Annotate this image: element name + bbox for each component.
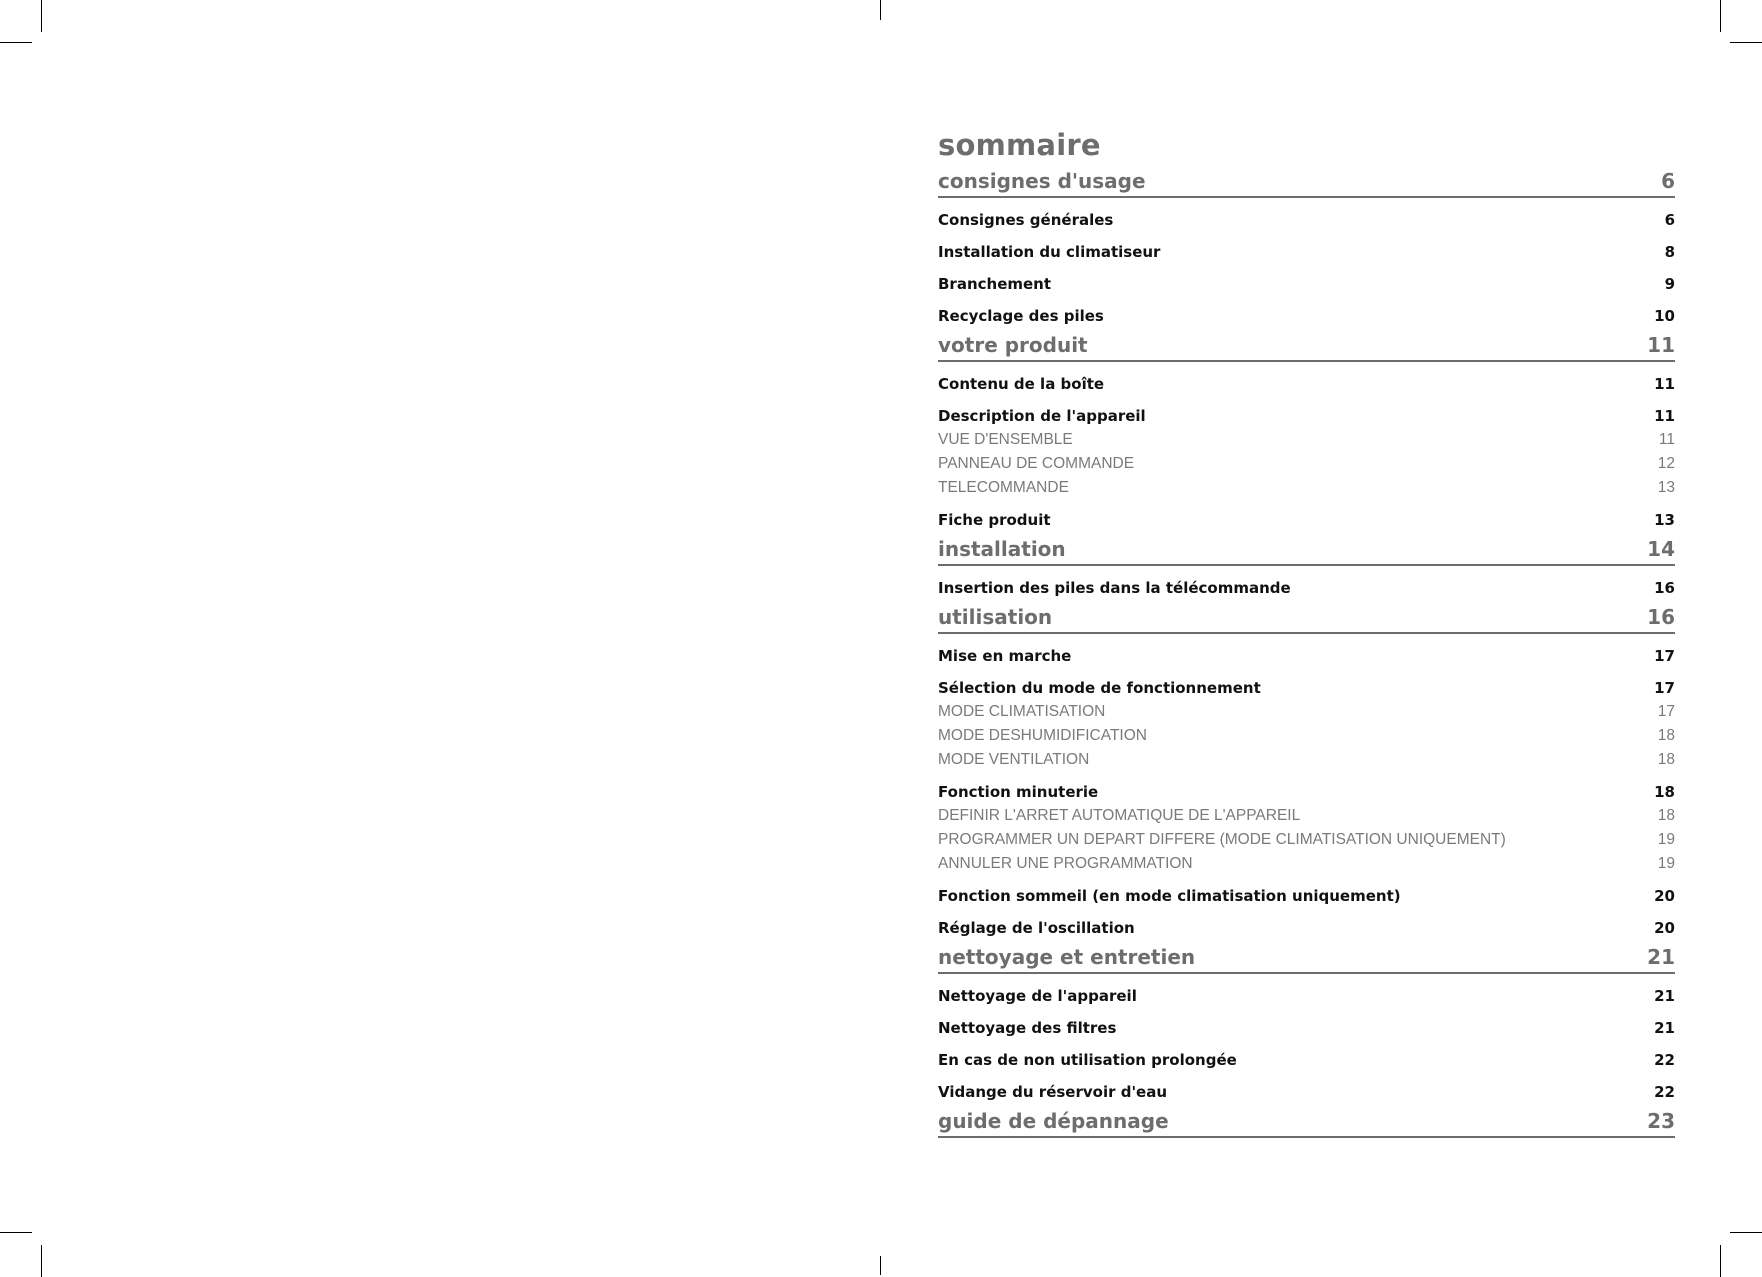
toc-entry-page-number: 13: [1654, 511, 1675, 529]
toc-entry[interactable]: [938, 272, 1675, 296]
toc-entry[interactable]: [938, 916, 1675, 940]
toc-section-heading-label: nettoyage et entretien: [938, 945, 1196, 969]
toc-section-heading-page-number: 23: [1647, 1109, 1675, 1133]
toc-subentry-page-number: 19: [1657, 831, 1675, 848]
toc-entry-page-number: 22: [1654, 1083, 1675, 1101]
toc-entry[interactable]: [938, 676, 1675, 700]
toc-entry-page-number: 22: [1654, 1051, 1675, 1069]
toc-entry-page-number: 20: [1654, 887, 1675, 905]
toc-entry-page-number: 8: [1664, 243, 1675, 261]
crop-mark: [1720, 0, 1721, 32]
toc-section-heading-label: utilisation: [938, 605, 1053, 629]
toc-subentry-label: VUE D'ENSEMBLE: [938, 431, 1073, 448]
toc-entry[interactable]: [938, 304, 1675, 328]
toc-entry-label: Recyclage des piles: [938, 307, 1104, 325]
toc-entry[interactable]: [938, 1016, 1675, 1040]
toc-entry[interactable]: [938, 576, 1675, 600]
crop-mark: [880, 0, 881, 20]
toc-entry[interactable]: [938, 208, 1675, 232]
toc-subentry-page-number: 18: [1657, 807, 1675, 824]
toc-entry-page-number: 20: [1654, 919, 1675, 937]
toc-section-heading[interactable]: [938, 600, 1675, 634]
toc-section-heading-page-number: 21: [1647, 945, 1675, 969]
toc-subentry[interactable]: [938, 828, 1675, 852]
toc-subentry-page-number: 18: [1657, 727, 1675, 744]
toc-section-heading[interactable]: [938, 164, 1675, 198]
toc-entry-label: Fonction sommeil (en mode climatisation uniquement): [938, 887, 1401, 905]
toc-entry-label: Branchement: [938, 275, 1052, 293]
toc-subentry-label: PANNEAU DE COMMANDE: [938, 455, 1135, 472]
toc-entry-label: En cas de non utilisation prolongée: [938, 1051, 1237, 1069]
toc-subentry-label: MODE DESHUMIDIFICATION: [938, 727, 1147, 744]
toc-entry-label: Consignes générales: [938, 211, 1114, 229]
crop-mark: [1720, 1245, 1721, 1277]
toc-subentry-label: MODE CLIMATISATION: [938, 703, 1106, 720]
toc-entry[interactable]: [938, 240, 1675, 264]
toc-body: [938, 164, 1675, 1138]
toc-entry-page-number: 6: [1664, 211, 1675, 229]
crop-mark: [880, 1256, 881, 1275]
toc-entry-page-number: 9: [1664, 275, 1675, 293]
toc-section-heading-label: guide de dépannage: [938, 1109, 1169, 1133]
toc-subentry-page-number: 13: [1657, 479, 1675, 496]
toc-entry[interactable]: [938, 372, 1675, 396]
toc-entry-page-number: 11: [1654, 375, 1675, 393]
table-of-contents: [938, 126, 1675, 1138]
toc-entry[interactable]: [938, 1048, 1675, 1072]
toc-entry[interactable]: [938, 884, 1675, 908]
toc-subentry-page-number: 19: [1657, 855, 1675, 872]
toc-section-heading[interactable]: [938, 940, 1675, 974]
toc-subentry-page-number: 18: [1657, 751, 1675, 768]
toc-entry-label: Sélection du mode de fonctionnement: [938, 679, 1261, 697]
toc-entry-label: Fiche produit: [938, 511, 1051, 529]
toc-subentry[interactable]: [938, 724, 1675, 748]
toc-entry-page-number: 17: [1654, 679, 1675, 697]
toc-entry[interactable]: [938, 780, 1675, 804]
toc-entry-label: Réglage de l'oscillation: [938, 919, 1135, 937]
toc-entry[interactable]: [938, 644, 1675, 668]
toc-subentry[interactable]: [938, 476, 1675, 500]
crop-mark: [0, 1232, 32, 1233]
toc-section-heading[interactable]: [938, 532, 1675, 566]
toc-section-heading-page-number: 6: [1661, 169, 1675, 193]
toc-entry-label: Mise en marche: [938, 647, 1072, 665]
crop-mark: [1730, 1232, 1762, 1233]
crop-mark: [0, 42, 32, 43]
toc-section-heading-label: consignes d'usage: [938, 169, 1146, 193]
toc-entry[interactable]: [938, 404, 1675, 428]
toc-entry-label: Insertion des piles dans la télécommande: [938, 579, 1291, 597]
toc-subentry-label: PROGRAMMER UN DEPART DIFFERE (MODE CLIMATISATION UNIQUEMENT): [938, 831, 1506, 848]
toc-entry-label: Vidange du réservoir d'eau: [938, 1083, 1168, 1101]
toc-entry-page-number: 21: [1654, 1019, 1675, 1037]
toc-subentry[interactable]: [938, 452, 1675, 476]
crop-mark: [41, 0, 42, 32]
page-title: sommaire: [938, 128, 1101, 162]
toc-subentry[interactable]: [938, 748, 1675, 772]
toc-entry[interactable]: [938, 984, 1675, 1008]
toc-subentry[interactable]: [938, 852, 1675, 876]
toc-entry[interactable]: [938, 1080, 1675, 1104]
toc-entry-label: Description de l'appareil: [938, 407, 1146, 425]
toc-entry-page-number: 17: [1654, 647, 1675, 665]
toc-entry-label: Contenu de la boîte: [938, 375, 1105, 393]
toc-subentry-label: MODE VENTILATION: [938, 751, 1090, 768]
toc-entry-page-number: 10: [1654, 307, 1675, 325]
toc-subentry-label: ANNULER UNE PROGRAMMATION: [938, 855, 1193, 872]
toc-subentry[interactable]: [938, 428, 1675, 452]
toc-section-heading[interactable]: [938, 328, 1675, 362]
toc-entry-label: Nettoyage de l'appareil: [938, 987, 1137, 1005]
toc-entry-page-number: 21: [1654, 987, 1675, 1005]
crop-mark: [41, 1245, 42, 1277]
toc-subentry[interactable]: [938, 700, 1675, 724]
toc-entry[interactable]: [938, 508, 1675, 532]
toc-entry-page-number: 16: [1654, 579, 1675, 597]
toc-entry-page-number: 11: [1654, 407, 1675, 425]
toc-section-heading-page-number: 11: [1647, 333, 1675, 357]
toc-subentry-page-number: 11: [1658, 431, 1675, 448]
toc-section-heading[interactable]: [938, 1104, 1675, 1138]
toc-subentry[interactable]: [938, 804, 1675, 828]
toc-subentry-page-number: 12: [1657, 455, 1675, 472]
toc-entry-label: Fonction minuterie: [938, 783, 1099, 801]
toc-section-heading-page-number: 16: [1647, 605, 1675, 629]
toc-subentry-page-number: 17: [1657, 703, 1675, 720]
toc-entry-label: Installation du climatiseur: [938, 243, 1161, 261]
toc-section-heading-label: votre produit: [938, 333, 1088, 357]
toc-entry-label: Nettoyage des filtres: [938, 1019, 1117, 1037]
toc-subentry-label: TELECOMMANDE: [938, 479, 1069, 496]
toc-section-heading-page-number: 14: [1647, 537, 1675, 561]
toc-section-heading-label: installation: [938, 537, 1066, 561]
toc-entry-page-number: 18: [1654, 783, 1675, 801]
toc-subentry-label: DEFINIR L'ARRET AUTOMATIQUE DE L'APPAREIL: [938, 807, 1301, 824]
crop-mark: [1730, 42, 1762, 43]
